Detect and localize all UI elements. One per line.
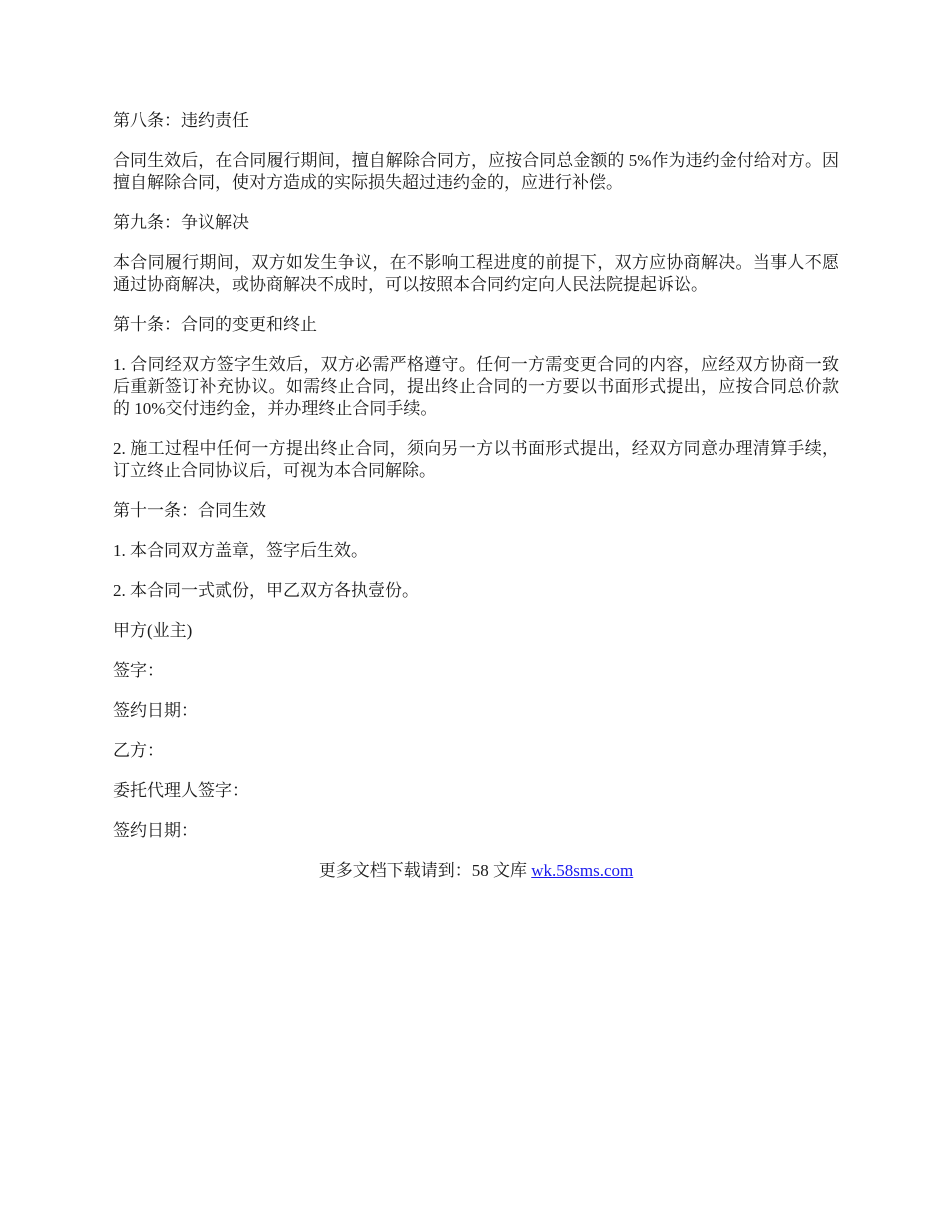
footer bbox=[113, 860, 839, 882]
article-11-heading: 第十一条：合同生效 bbox=[113, 501, 266, 520]
article-8-body: 合同生效后，在合同履行期间，擅自解除合同方，应按合同总金额的 5%作为违约金付给对方。因擅自解除合同，使对方造成的实际损失超过违约金的，应进行补偿。 bbox=[113, 151, 839, 192]
sign-date-a-label: 签约日期： bbox=[113, 701, 198, 720]
document-body bbox=[113, 110, 839, 882]
article-10-item-1: 1. 合同经双方签字生效后，双方必需严格遵守。任何一方需变更合同的内容，应经双方协商一致后重新签订补充协议。如需终止合同，提出终止合同的一方要以书面形式提出，应按合同总价款的 10%交付违约金，并办理终止合同手续。 bbox=[113, 355, 839, 418]
signature-label: 签字： bbox=[113, 661, 164, 680]
footer-text: 更多文档下载请到：58 文库 bbox=[318, 861, 532, 880]
article-11-item-2: 2. 本合同一式贰份，甲乙双方各执壹份。 bbox=[113, 581, 419, 600]
sign-date-b-label: 签约日期： bbox=[113, 821, 198, 840]
article-10-item-2: 2. 施工过程中任何一方提出终止合同，须向另一方以书面形式提出，经双方同意办理清算手续，订立终止合同协议后，可视为本合同解除。 bbox=[113, 439, 839, 480]
party-b-label: 乙方： bbox=[113, 741, 164, 760]
article-9-body: 本合同履行期间，双方如发生争议，在不影响工程进度的前提下，双方应协商解决。当事人不愿通过协商解决，或协商解决不成时，可以按照本合同约定向人民法院提起诉讼。 bbox=[113, 253, 839, 294]
article-11-item-1: 1. 本合同双方盖章，签字后生效。 bbox=[113, 541, 368, 560]
footer-link[interactable]: wk.58sms.com bbox=[531, 861, 634, 880]
article-10-heading: 第十条：合同的变更和终止 bbox=[113, 315, 317, 334]
article-8-heading: 第八条：违约责任 bbox=[113, 111, 249, 130]
agent-signature-label: 委托代理人签字： bbox=[113, 781, 249, 800]
article-9-heading: 第九条：争议解决 bbox=[113, 213, 249, 232]
party-a-label: 甲方(业主) bbox=[113, 621, 193, 640]
